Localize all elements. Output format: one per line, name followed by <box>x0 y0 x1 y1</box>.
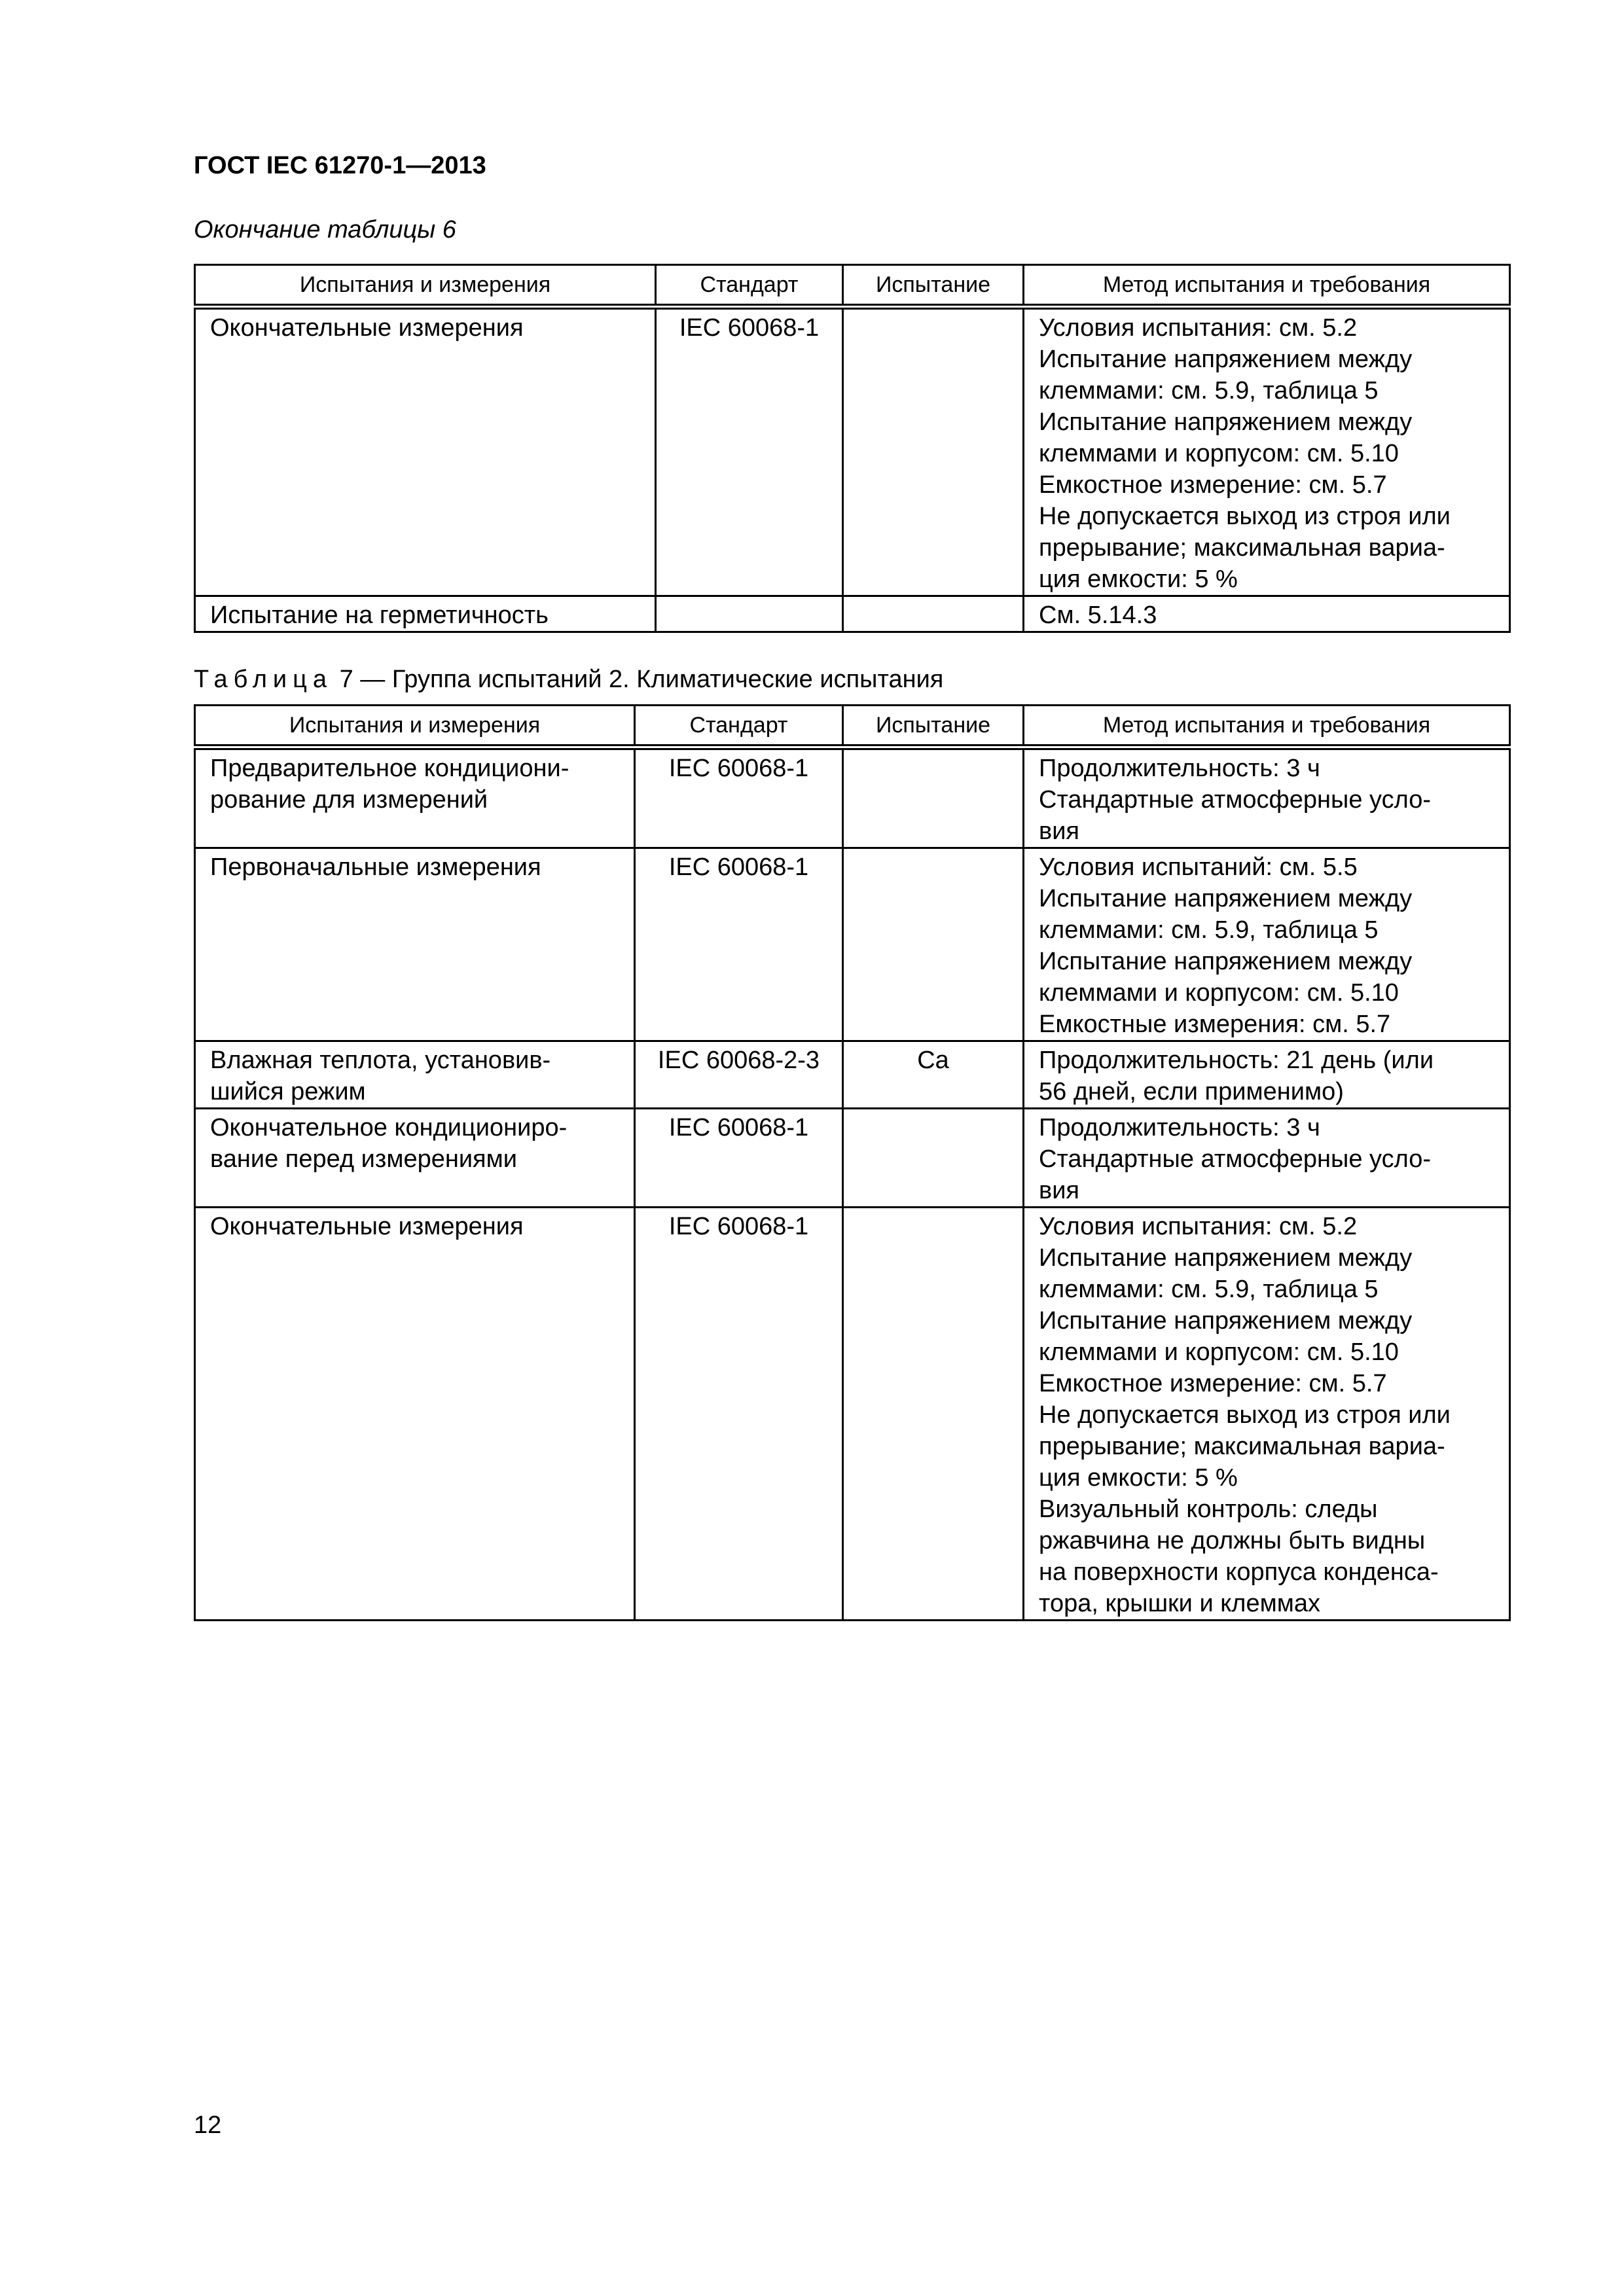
cell-trial <box>843 848 1024 1041</box>
cell-standard: IEC 60068-1 <box>635 747 843 848</box>
cell-method <box>1024 747 1510 848</box>
cell-text-line: ржавчина не должны быть видны <box>1039 1527 1426 1554</box>
cell-method <box>1024 596 1510 632</box>
table-number: 7 <box>339 666 353 693</box>
cell-text-line: вия <box>1039 1177 1079 1204</box>
table-label: Таблица <box>194 666 333 693</box>
cell-standard: IEC 60068-1 <box>635 848 843 1041</box>
column-header-trial: Испытание <box>843 265 1024 307</box>
cell-text-line: Не допускается выход из строя или <box>1039 503 1451 530</box>
cell-text-line: Первоначальные измерения <box>210 853 541 881</box>
cell-text-line: Окончательное кондициониро- <box>210 1114 568 1141</box>
cell-text-line: вия <box>1039 817 1079 845</box>
cell-test <box>195 1041 635 1109</box>
table-header-row <box>195 706 1510 747</box>
cell-method <box>1024 1208 1510 1621</box>
table7-caption <box>194 666 943 694</box>
table6-continuation-caption: Окончание таблицы 6 <box>194 216 456 243</box>
cell-trial <box>843 596 1024 632</box>
cell-text-line: Продолжительность: 3 ч <box>1039 755 1320 782</box>
table-7 <box>194 704 1511 1621</box>
cell-method <box>1024 1041 1510 1109</box>
cell-text-line: тора, крышки и клеммах <box>1039 1590 1320 1617</box>
cell-text-line: ция емкости: 5 % <box>1039 1464 1238 1492</box>
cell-text-line: Влажная теплота, установив- <box>210 1047 551 1074</box>
cell-standard: IEC 60068-1 <box>635 1208 843 1621</box>
cell-text-line: Условия испытаний: см. 5.5 <box>1039 853 1358 881</box>
cell-method <box>1024 307 1510 596</box>
cell-text-line: Испытание напряжением между <box>1039 885 1413 912</box>
column-header-trial: Испытание <box>843 706 1024 747</box>
cell-text-line: Предварительное кондициони- <box>210 755 569 782</box>
cell-method <box>1024 848 1510 1041</box>
cell-test <box>195 747 635 848</box>
cell-text-line: рование для измерений <box>210 786 488 814</box>
table-6 <box>194 264 1511 633</box>
cell-text-line: Окончательные измерения <box>210 1213 524 1240</box>
cell-text-line: Емкостное измерение: см. 5.7 <box>1039 471 1387 499</box>
cell-text-line: Испытание напряжением между <box>1039 948 1413 975</box>
cell-text-line: клеммами: см. 5.9, таблица 5 <box>1039 1276 1379 1303</box>
cell-text-line: клеммами и корпусом: см. 5.10 <box>1039 440 1399 467</box>
cell-text-line: клеммами и корпусом: см. 5.10 <box>1039 1338 1399 1366</box>
cell-text-line: Окончательные измерения <box>210 314 524 342</box>
column-header-method: Метод испытания и требования <box>1024 265 1510 307</box>
cell-text-line: прерывание; максимальная вариа- <box>1039 1433 1445 1460</box>
cell-text-line: Стандартные атмосферные усло- <box>1039 786 1431 814</box>
cell-text-line: Визуальный контроль: следы <box>1039 1496 1378 1523</box>
table-row <box>195 1041 1510 1109</box>
cell-text-line: Стандартные атмосферные усло- <box>1039 1145 1431 1173</box>
column-header-tests: Испытания и измерения <box>195 265 656 307</box>
cell-text-line: прерывание; максимальная вариа- <box>1039 534 1445 562</box>
cell-text-line: ция емкости: 5 % <box>1039 565 1238 593</box>
cell-text-line: клеммами: см. 5.9, таблица 5 <box>1039 916 1379 944</box>
table-row <box>195 747 1510 848</box>
cell-trial <box>843 1208 1024 1621</box>
page-number: 12 <box>194 2111 222 2139</box>
table-row <box>195 307 1510 596</box>
cell-test <box>195 596 656 632</box>
cell-text-line: Испытание напряжением между <box>1039 346 1413 373</box>
cell-standard: IEC 60068-2-3 <box>635 1041 843 1109</box>
cell-trial <box>843 307 1024 596</box>
column-header-method: Метод испытания и требования <box>1024 706 1510 747</box>
cell-text-line: клеммами: см. 5.9, таблица 5 <box>1039 377 1379 404</box>
table-header-row <box>195 265 1510 307</box>
cell-text-line: клеммами и корпусом: см. 5.10 <box>1039 979 1399 1007</box>
cell-text-line: Емкостные измерения: см. 5.7 <box>1039 1011 1391 1038</box>
cell-test <box>195 1109 635 1208</box>
column-header-standard: Стандарт <box>656 265 843 307</box>
cell-method <box>1024 1109 1510 1208</box>
cell-text-line: 56 дней, если применимо) <box>1039 1078 1344 1105</box>
cell-text-line: Испытание напряжением между <box>1039 408 1413 436</box>
cell-text-line: шийся режим <box>210 1078 366 1105</box>
cell-text-line: Испытание на герметичность <box>210 601 549 629</box>
cell-text-line: на поверхности корпуса конденса- <box>1039 1558 1439 1586</box>
cell-standard <box>656 596 843 632</box>
column-header-standard: Стандарт <box>635 706 843 747</box>
cell-test <box>195 848 635 1041</box>
table-row <box>195 1208 1510 1621</box>
cell-standard: IEC 60068-1 <box>656 307 843 596</box>
cell-text-line: См. 5.14.3 <box>1039 601 1157 629</box>
cell-text-line: Условия испытания: см. 5.2 <box>1039 1213 1358 1240</box>
table-title: — Группа испытаний 2. Климатические испытания <box>360 666 944 693</box>
column-header-tests: Испытания и измерения <box>195 706 635 747</box>
table-row <box>195 596 1510 632</box>
cell-text-line: вание перед измерениями <box>210 1145 517 1173</box>
cell-text-line: Испытание напряжением между <box>1039 1244 1413 1272</box>
cell-test <box>195 307 656 596</box>
cell-trial <box>843 747 1024 848</box>
cell-text-line: Условия испытания: см. 5.2 <box>1039 314 1358 342</box>
document-designation: ГОСТ IEC 61270-1—2013 <box>194 152 486 179</box>
cell-text-line: Продолжительность: 3 ч <box>1039 1114 1320 1141</box>
cell-text-line: Продолжительность: 21 день (или <box>1039 1047 1434 1074</box>
cell-text-line: Испытание напряжением между <box>1039 1307 1413 1335</box>
cell-text-line: Не допускается выход из строя или <box>1039 1401 1451 1429</box>
cell-test <box>195 1208 635 1621</box>
cell-trial: Ca <box>843 1041 1024 1109</box>
cell-text-line: Емкостное измерение: см. 5.7 <box>1039 1370 1387 1397</box>
cell-standard: IEC 60068-1 <box>635 1109 843 1208</box>
table-row <box>195 1109 1510 1208</box>
table-row <box>195 848 1510 1041</box>
cell-trial <box>843 1109 1024 1208</box>
